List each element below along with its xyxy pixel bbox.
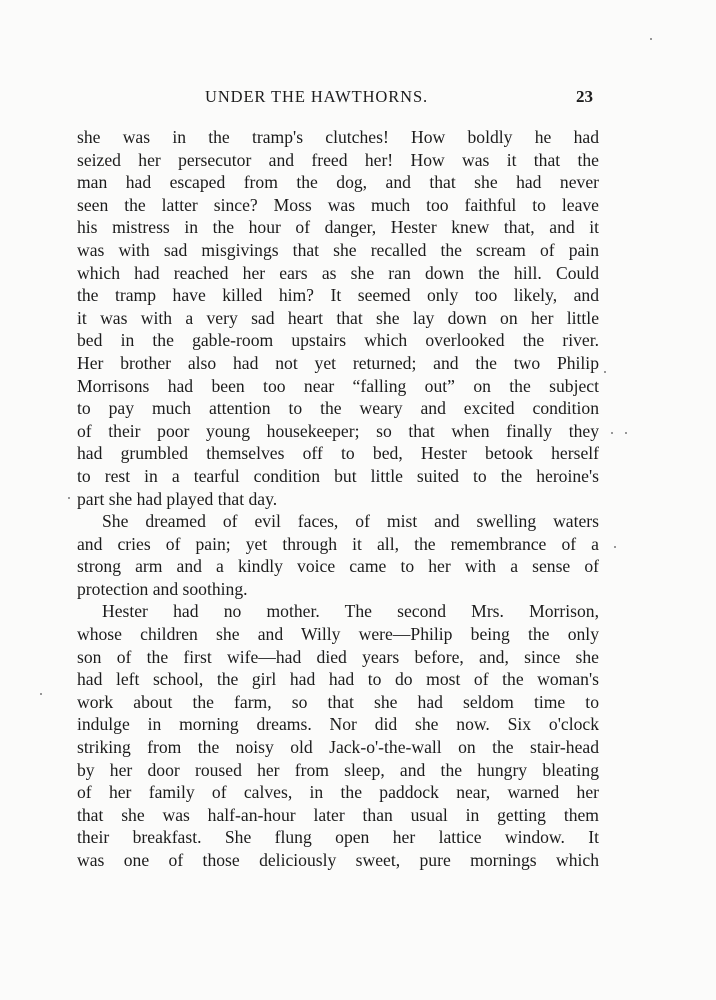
page-number: 23: [576, 87, 593, 106]
text-line: striking from the noisy old Jack-o'-the-wall on the stair-head: [77, 737, 599, 758]
scan-speck: [604, 371, 606, 373]
text-line: was with sad misgivings that she recalled the scream of pain: [77, 239, 599, 260]
body-text: [77, 126, 599, 872]
text-line: man had escaped from the dog, and that she had never: [77, 172, 599, 193]
text-line: strong arm and a kindly voice came to her with a sense of: [77, 556, 599, 577]
text-line: she was in the tramp's clutches! How boldly he had: [77, 127, 599, 147]
text-line: had left school, the girl had had to do most of the woman's: [77, 669, 599, 690]
scan-speck: [614, 546, 616, 548]
text-line: the tramp have killed him? It seemed only too likely, and: [77, 285, 599, 306]
text-line: She dreamed of evil faces, of mist and swelling waters: [102, 511, 599, 532]
text-line: indulge in morning dreams. Nor did she now. Six o'clock: [77, 714, 599, 735]
text-line: of their poor young housekeeper; so that when finally they: [77, 420, 599, 441]
text-line: that she was half-an-hour later than usual in getting them: [77, 804, 599, 825]
text-line: had grumbled themselves off to bed, Hester betook herself: [77, 443, 599, 464]
text-line: his mistress in the hour of danger, Hester knew that, and it: [77, 217, 599, 238]
text-line: part she had played that day.: [77, 488, 278, 509]
text-line: Her brother also had not yet returned; and the two Philip: [77, 352, 599, 373]
text-line: seen the latter since? Moss was much too faithful to leave: [77, 194, 599, 215]
text-line: their breakfast. She flung open her lattice window. It: [77, 827, 599, 848]
text-line: Morrisons had been too near “falling out” on the subject: [77, 375, 599, 396]
scan-speck: [68, 497, 70, 499]
text-line: work about the farm, so that she had seldom time to: [77, 691, 599, 712]
text-line: bed in the gable-room upstairs which overlooked the river.: [77, 330, 599, 351]
text-line: son of the first wife—had died years before, and, since she: [77, 646, 599, 667]
text-line: which had reached her ears as she ran down the hill. Could: [77, 262, 599, 283]
text-line: whose children she and Willy were—Philip being the only: [77, 624, 599, 645]
scan-speck: [611, 432, 613, 434]
text-line: by her door roused her from sleep, and the hungry bleating: [77, 759, 599, 780]
scan-speck: [650, 38, 652, 40]
text-line: seized her persecutor and freed her! How was it that the: [77, 149, 599, 170]
text-line: and cries of pain; yet through it all, the remembrance of a: [77, 533, 599, 554]
text-line: to rest in a tearful condition but little suited to the heroine's: [77, 465, 599, 486]
text-line: was one of those deliciously sweet, pure mornings which: [77, 850, 599, 870]
text-line: protection and soothing.: [77, 578, 248, 599]
text-line: it was with a very sad heart that she lay down on her little: [77, 307, 599, 328]
running-head: [0, 87, 716, 111]
text-line: of her family of calves, in the paddock near, warned her: [77, 782, 599, 803]
text-line: Hester had no mother. The second Mrs. Morrison,: [102, 601, 599, 622]
running-title: UNDER THE HAWTHORNS.: [205, 87, 429, 106]
text-line: to pay much attention to the weary and excited condition: [77, 398, 599, 419]
scan-speck: [40, 693, 42, 695]
scan-speck: [625, 432, 627, 434]
